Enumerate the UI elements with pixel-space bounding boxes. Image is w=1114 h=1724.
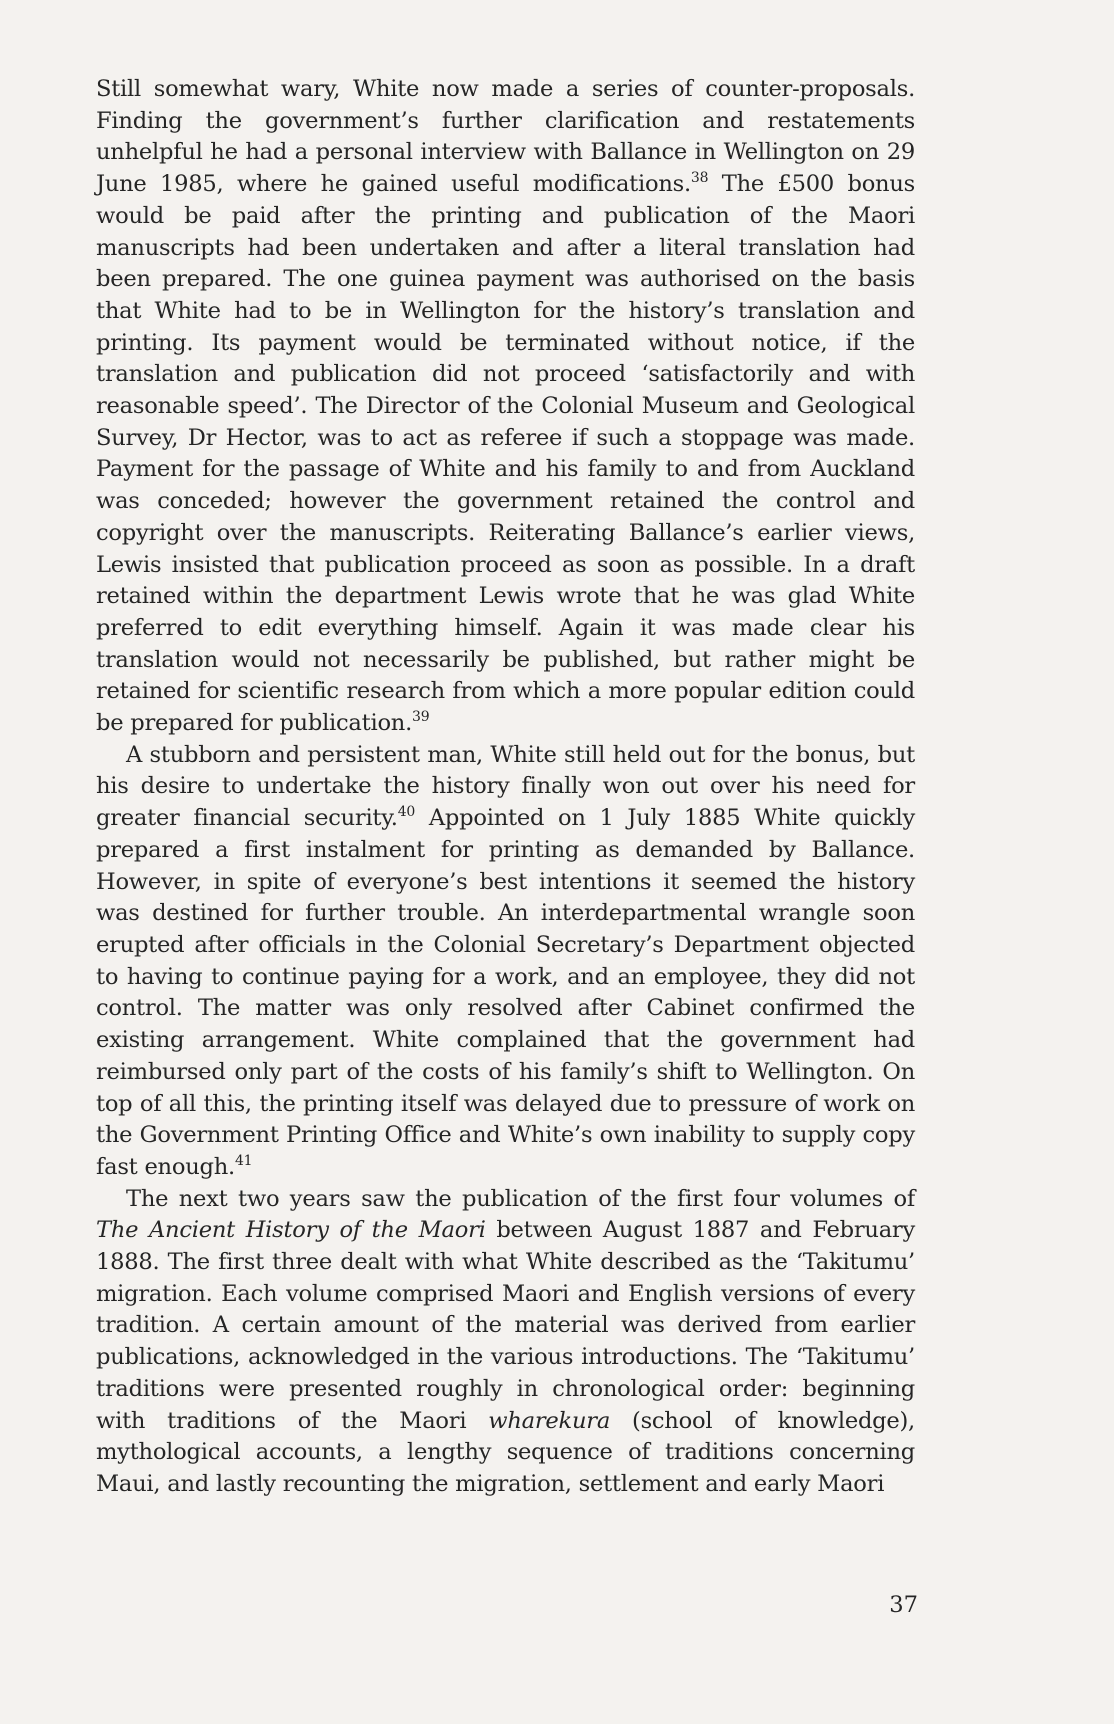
wharekura-italic: wharekura xyxy=(488,1407,611,1434)
page-number: 37 xyxy=(889,1592,918,1618)
paragraph-2-text-b: Appointed on 1 July 1885 White quickly prepared a first instalment for printing as demanded by Ballance. However, in spite of everyone’s best intentions it seemed the history was destined for further trouble. An interdepartmental wrangle soon erupted after officials in the Colonial Secretary’s Department objected to having to continue paying for a work, and an employee, they did not control. The matter was only resolved after Cabinet confirmed the existing arrangement. White complained that the government had reimbursed only part of the costs of his family’s shift to Wellington. On top of all this, the printing itself was delayed due to pressure of work on the Government Printing Office and White’s own inability to supply copy fast enough. xyxy=(96,805,915,1180)
footnote-ref-40: 40 xyxy=(397,804,416,821)
footnote-ref-39: 39 xyxy=(412,709,430,726)
paragraph-3-text-c: (school of knowledge), mythological accounts, a lengthy sequence of traditions concerning Maui, and lastly recounting the migration, settlement and early Maori xyxy=(96,1407,915,1497)
paragraph-2 xyxy=(96,740,915,1184)
paragraph-1-text-b: The £500 bonus would be paid after the printing and publication of the Maori manuscripts had been undertaken and after a literal translation had been prepared. The one guinea payment was authorised on the basis that White had to be in Wellington for the history’s translation and printing. Its payment would be terminated without notice, if the translation and publication did not proceed ‘satisfactorily and with reasonable speed’. The Director of the Colonial Museum and Geological Survey, Dr Hector, was to act as referee if such a stoppage was made. Payment for the passage of White and his family to and from Auckland was conceded; however the government retained the control and copyright over the manuscripts. Reiterating Ballance’s earlier views, Lewis insisted that publication proceed as soon as possible. In a draft retained within the department Lewis wrote that he was glad White preferred to edit everything himself. Again it was made clear his translation would not necessarily be published, but rather might be retained for scientific research from which a more popular edition could be prepared for publication. xyxy=(96,171,915,737)
paragraph-3-text-b: between August 1887 and February 1888. The first three dealt with what White described as the ‘Takitumu’ migration. Each volume comprised Maori and English versions of every tradition. A certain amount of the material was derived from earlier publications, acknowledged in the various introductions. The ‘Takitumu’ traditions were presented roughly in chronological order: beginning with traditions of the Maori xyxy=(96,1217,915,1434)
body-text xyxy=(96,74,915,1501)
footnote-ref-41: 41 xyxy=(234,1152,253,1169)
paragraph-3 xyxy=(96,1184,915,1501)
paragraph-3-text-a: The next two years saw the publication of the first four volumes of xyxy=(126,1185,915,1212)
paragraph-1-text-a: Still somewhat wary, White now made a series of counter-proposals. Finding the government’s further clarification and restatements unhelpful he had a personal interview with Ballance in Wellington on 29 June 1985, where he gained useful modifications. xyxy=(96,76,915,198)
footnote-ref-38: 38 xyxy=(690,170,709,187)
paragraph-1 xyxy=(96,74,915,740)
paragraph-2-text-a: A stubborn and persistent man, White still held out for the bonus, but his desire to undertake the history finally won out over his need for greater financial security. xyxy=(96,741,915,832)
book-title-italic: The Ancient History of the Maori xyxy=(96,1217,486,1244)
